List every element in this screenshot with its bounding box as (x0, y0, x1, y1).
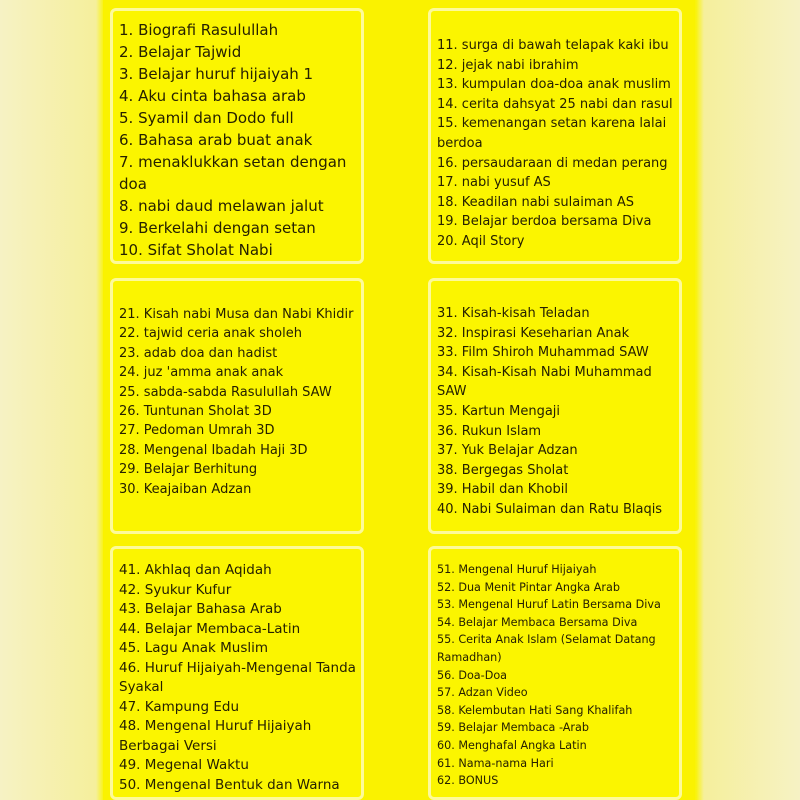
list-item: 48. Mengenal Huruf Hijaiyah (119, 718, 312, 734)
list-item: 49. Megenal Waktu (119, 757, 249, 773)
list-item: 46. Huruf Hijaiyah-Mengenal Tanda (119, 659, 356, 676)
list-item: 27. Pedoman Umrah 3D (119, 423, 275, 439)
video-list-card-1 (110, 8, 364, 264)
list-item: 26. Tuntunan Sholat 3D (119, 404, 272, 420)
list-item: 38. Bergegas Sholat (437, 462, 569, 478)
video-list-card-3 (110, 278, 364, 534)
list-item: 42. Syukur Kufur (119, 581, 232, 598)
list-item: 51. Mengenal Huruf Hijaiyah (437, 563, 597, 576)
list-item: 45. Lagu Anak Muslim (119, 640, 269, 656)
list-item: 57. Adzan Video (437, 686, 528, 700)
list-item: 6. Bahasa arab buat anak (119, 131, 313, 149)
list-item: 32. Inspirasi Keseharian Anak (437, 325, 630, 341)
list-item: 1. Biografi Rasulullah (119, 21, 279, 39)
list-item: 5. Syamil dan Dodo full (119, 109, 294, 127)
list-item: 21. Kisah nabi Musa dan Nabi Khidir (119, 307, 354, 322)
list-item: 61. Nama-nama Hari (437, 756, 554, 770)
video-list-card-6 (428, 546, 682, 800)
list-item: 44. Belajar Membaca-Latin (119, 620, 301, 637)
list-item: 58. Kelembutan Hati Sang Khalifah (437, 703, 633, 717)
video-list-card-2 (428, 8, 682, 264)
list-item: 18. Keadilan nabi sulaiman AS (437, 194, 635, 210)
list-item: 4. Aku cinta bahasa arab (119, 87, 306, 105)
list-item: 24. juz 'amma anak anak (119, 365, 284, 381)
list-item: 50. Mengenal Bentuk dan Warna (119, 776, 340, 793)
list-item: 37. Yuk Belajar Adzan (437, 443, 578, 459)
list-item: 11. surga di bawah telapak kaki ibu (437, 38, 669, 53)
list-item: 60. Menghafal Angka Latin (437, 738, 587, 752)
list-item: 55. Cerita Anak Islam (Selamat Datang (437, 633, 656, 647)
list-item: 35. Kartun Mengaji (437, 403, 561, 419)
list-item: 29. Belajar Berhitung (119, 462, 258, 478)
list-item: 17. nabi yusuf AS (437, 175, 551, 191)
list-item: Ramadhan) (437, 650, 502, 664)
list-item: 54. Belajar Membaca Bersama Diva (437, 615, 638, 629)
list-item: 40. Nabi Sulaiman dan Ratu Blaqis (437, 501, 663, 517)
list-item: 52. Dua Menit Pintar Angka Arab (437, 580, 620, 594)
list-item: 41. Akhlaq dan Aqidah (119, 562, 272, 578)
list-item: 15. kemenangan setan karena lalai (437, 116, 667, 132)
list-item: 62. BONUS (437, 774, 499, 788)
list-item: 10. Sifat Sholat Nabi (119, 241, 273, 259)
list-item: doa (119, 175, 147, 193)
list-item: 31. Kisah-kisah Teladan (437, 306, 590, 321)
list-item: 8. nabi daud melawan jalut (119, 197, 324, 215)
list-item: 7. menaklukkan setan dengan (119, 153, 347, 171)
list-item: Syakal (119, 679, 164, 695)
list-item: 43. Belajar Bahasa Arab (119, 601, 282, 617)
list-item: 20. Aqil Story (437, 233, 525, 249)
list-item: 34. Kisah-Kisah Nabi Muhammad (437, 364, 652, 380)
list-item: 33. Film Shiroh Muhammad SAW (437, 345, 649, 361)
list-item: berdoa (437, 135, 483, 151)
list-item: 13. kumpulan doa-doa anak muslim (437, 77, 671, 93)
list-item: 53. Mengenal Huruf Latin Bersama Diva (437, 598, 661, 612)
list-item: 39. Habil dan Khobil (437, 482, 568, 498)
list-item: 14. cerita dahsyat 25 nabi dan rasul (437, 96, 673, 112)
list-item: 23. adab doa dan hadist (119, 345, 278, 361)
list-item: Berbagai Versi (119, 737, 217, 754)
list-item: 9. Berkelahi dengan setan (119, 219, 316, 237)
list-item: 47. Kampung Edu (119, 698, 239, 715)
list-item: 3. Belajar huruf hijaiyah 1 (119, 65, 314, 83)
list-item: 2. Belajar Tajwid (119, 43, 242, 61)
list-item: 30. Keajaiban Adzan (119, 481, 252, 497)
video-list-card-4 (428, 278, 682, 534)
list-item: 19. Belajar berdoa bersama Diva (437, 214, 652, 230)
list-item: 25. sabda-sabda Rasulullah SAW (119, 384, 332, 400)
list-item: 22. tajwid ceria anak sholeh (119, 326, 302, 342)
list-item: 56. Doa-Doa (437, 668, 508, 682)
video-list-card-5 (110, 546, 364, 800)
list-item: 12. jejak nabi ibrahim (437, 57, 579, 73)
list-item: SAW (437, 384, 467, 400)
list-item: 28. Mengenal Ibadah Haji 3D (119, 442, 308, 458)
list-item: 16. persaudaraan di medan perang (437, 155, 668, 171)
list-item: 59. Belajar Membaca -Arab (437, 721, 589, 735)
list-item: 36. Rukun Islam (437, 423, 542, 439)
